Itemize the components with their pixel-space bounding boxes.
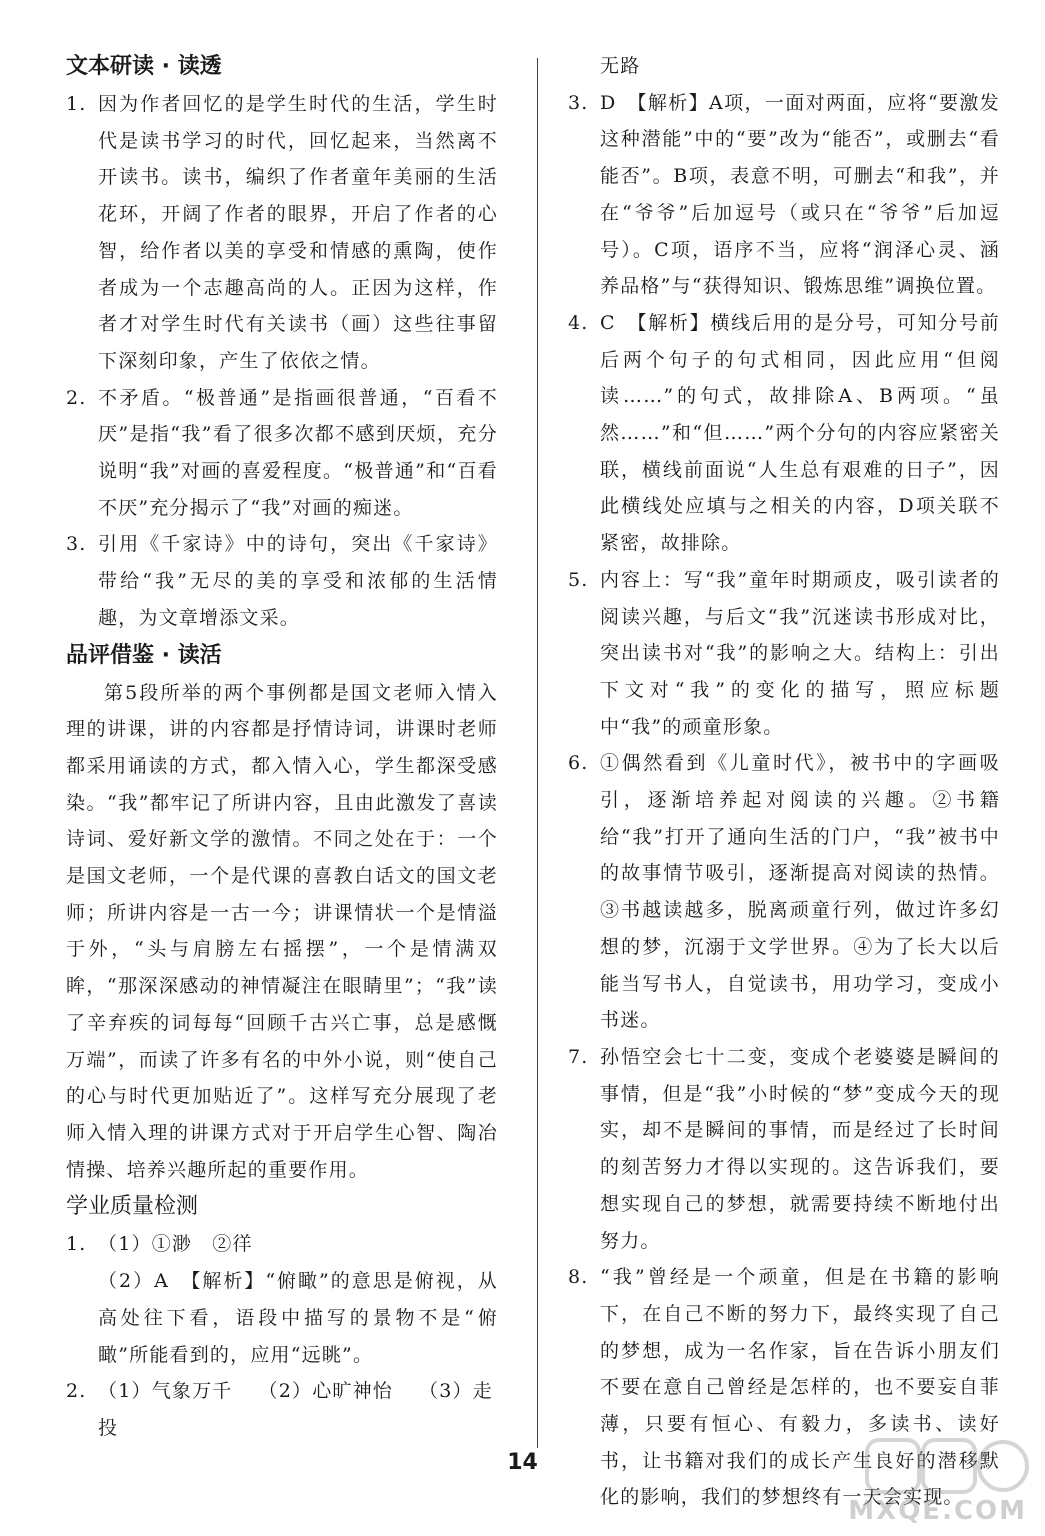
item-number: 3. (66, 533, 87, 556)
subpart-3: （3）走投 (98, 1380, 493, 1439)
item-number: 3. (568, 91, 589, 114)
appreciation-paragraph: 第5段所举的两个事例都是国文老师入情入理的讲课，讲的内容都是抒情诗词，讲课时老师都采用诵读的方式，都入情入心，学生都深受感染。“我”都牢记了所讲内容，且由此激发了喜读诗词、爱好新文学的激情。不同之处在于：一个是国文老师，一个是代课的喜教白话文的国文老师；所讲内容是一古一今；讲课情状一个是情溢于外，“头与肩膀左右摇摆”，一个是情满双眸，“那深深感动的神情凝注在眼睛里”；“我”读了辛弃疾的词每每“回顾千古兴亡事，总是感慨万端”，而读了许多有名的中外小说，则“使自己的心与时代更加贴近了”。这样写充分展现了老师入情入理的讲课方式对于开启学生心智、陶冶情操、培养兴趣所起的重要作用。 (66, 681, 498, 1181)
column-divider (537, 58, 538, 1448)
section-heading-appreciation: 品评借鉴 · 读活 (66, 642, 222, 668)
answer-item-1 (66, 86, 498, 380)
item-number: 4. (568, 311, 589, 334)
answer-item-7 (568, 1039, 1000, 1259)
item-text: 内容上：写“我”童年时期顽皮，吸引读者的阅读兴趣，与后文“我”沉迷读书形成对比，突出读书对“我”的影响之大。结构上：引出下文对“我”的变化的描写，照应标题中“我”的顽童形象。 (600, 568, 1000, 738)
item-text: 孙悟空会七十二变，变成个老婆婆是瞬间的事情，但是“我”小时候的“梦”变成今天的现实，却不是瞬间的事情，而是经过了长时间的刻苦努力才得以实现的。这告诉我们，要想实现自己的梦想，就需要持续不断地付出努力。 (600, 1045, 1000, 1252)
item-number: 2. (66, 386, 87, 409)
item-text: （2）A 【解析】“俯瞰”的意思是俯视，从高处往下看，语段中描写的景物不是“俯瞰”所能看到的，应用“远眺”。 (98, 1270, 498, 1366)
subpart-1: （1）气象万千 (98, 1380, 233, 1403)
answer-item-3 (66, 526, 498, 636)
item-text: ①偶然看到《儿童时代》，被书中的字画吸引，逐渐培养起对阅读的兴趣。②书籍给“我”打开了通向生活的门户，“我”被书中的故事情节吸引，逐渐提高对阅读的热情。③书越读越多，脱离顽童行列，做过许多幻想的梦，沉溺于文学世界。④为了长大以后能当写书人，自觉读书，用功学习，变成小书迷。 (600, 752, 1000, 1032)
item-text: D 【解析】A项，一面对两面，应将“要激发这种潜能”中的“要”改为“能否”，或删去“看能否”。B项，表意不明，可删去“和我”，并在“爷爷”后加逗号（或只在“爷爷”后加逗号）。C项，语序不当，应将“润泽心灵、涵养品格”与“获得知识、锻炼思维”调换位置。 (600, 91, 1000, 298)
item-number: 7. (568, 1045, 589, 1068)
subpart-2: （2）心旷神怡 (258, 1380, 393, 1403)
answer-item-4 (568, 305, 1000, 562)
item-text: 不矛盾。“极普通”是指画很普通，“百看不厌”是指“我”看了很多次都不感到厌烦，充分说明“我”对画的喜爱程度。“极普通”和“百看不厌”充分揭示了“我”对画的痴迷。 (98, 386, 498, 519)
item-number: 1. (66, 1233, 87, 1256)
quality-item-2 (66, 1373, 498, 1446)
page-number: 14 (507, 1450, 538, 1475)
item-number: 8. (568, 1266, 589, 1289)
item-number: 1. (66, 93, 87, 115)
item-text: （1）①渺 ②徉 (98, 1233, 253, 1256)
answer-item-6 (568, 745, 1000, 1039)
item-subparts (98, 1373, 498, 1446)
answer-item-3 (568, 85, 1000, 305)
section-heading-text-reading: 文本研读 · 读透 (66, 54, 222, 79)
item-text: “我”曾经是一个顽童，但是在书籍的影响下，在自己不断的努力下，最终实现了自己的梦想，成为一名作家，旨在告诉小朋友们不要在意自己曾经是怎样的，也不要妄自菲薄，只要有恒心、有毅力，多读书、读好书，让书籍对我们的成长产生良好的潜移默化的影响，我们的梦想终有一天会实现。 (600, 1266, 1000, 1509)
item-text: C 【解析】横线后用的是分号，可知分号前后两个句子的句式相同，因此应用“但阅读……”的句式，故排除A、B两项。“虽然……”和“但……”两个分句的内容应紧密关联，横线前面说“人生总有艰难的日子”，因此横线处应填与之相关的内容，D项关联不紧密，故排除。 (600, 311, 1000, 555)
continued-text (568, 48, 1000, 85)
quality-item-1-part-2 (66, 1263, 498, 1373)
watermark-icon (861, 1432, 1031, 1502)
item-text: 因为作者回忆的是学生时代的生活，学生时代是读书学习的时代，回忆起来，当然离不开读书。读书，编织了作者童年美丽的生活花环，开阔了作者的眼界，开启了作者的心智，给作者以美的享受和情感的熏陶，使作者成为一个志趣高尚的人。正因为这样，作者才对学生时代有关读书（画）这些往事留下深刻印象，产生了依依之情。 (98, 93, 498, 372)
answer-item-5 (568, 562, 1000, 746)
watermark-logo (848, 1432, 1031, 1528)
left-column (66, 48, 498, 1447)
section-heading-quality-check: 学业质量检测 (66, 1194, 199, 1220)
item-number: 2. (66, 1380, 87, 1403)
quality-item-1 (66, 1226, 498, 1263)
item-number: 6. (568, 752, 589, 775)
item-text: 无路 (600, 55, 641, 77)
item-text: 引用《千家诗》中的诗句，突出《千家诗》带给“我”无尽的美的享受和浓郁的生活情趣，为文章增添文采。 (98, 533, 498, 629)
watermark-text: MXQE.COM (848, 1496, 1027, 1526)
item-number: 5. (568, 568, 589, 591)
answer-item-2 (66, 380, 498, 527)
right-column (568, 48, 1000, 1516)
